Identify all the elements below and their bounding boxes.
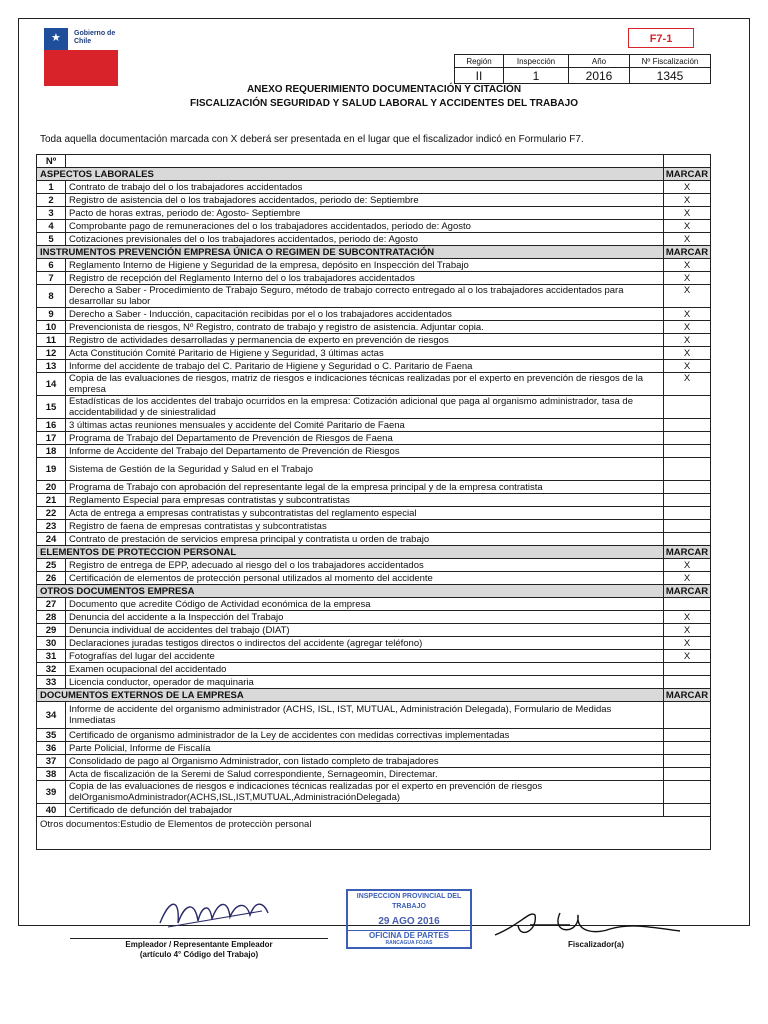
item-text: Denuncia individual de accidentes del trabajo (DIAT) (66, 624, 664, 637)
meta-value-fiscalizacion: 1345 (630, 68, 711, 84)
meta-value-inspeccion: 1 (504, 68, 569, 84)
employer-label (70, 940, 328, 960)
item-text: Registro de asistencia del o los trabajadores accidentados, periodo de: Septiembre (66, 194, 664, 207)
item-number: 1 (37, 181, 66, 194)
stamp-date: 29 AGO 2016 (378, 916, 440, 927)
table-row (37, 272, 711, 285)
item-number: 16 (37, 419, 66, 432)
table-row (37, 742, 711, 755)
item-text: Copia de las evaluaciones de riesgos, matriz de riesgos e indicaciones técnicas realizadas por el experto en prevención de riesgos de la empresa (66, 373, 664, 396)
item-number: 7 (37, 272, 66, 285)
table-row (37, 194, 711, 207)
item-mark (664, 598, 711, 611)
item-text: Acta de entrega a empresas contratistas y subcontratistas del reglamento especial (66, 507, 664, 520)
meta-value-ano: 2016 (569, 68, 630, 84)
item-mark (664, 702, 711, 729)
item-mark: X (664, 624, 711, 637)
item-number: 32 (37, 663, 66, 676)
item-number: 31 (37, 650, 66, 663)
table-row (37, 650, 711, 663)
item-number: 28 (37, 611, 66, 624)
item-mark: X (664, 321, 711, 334)
item-number: 27 (37, 598, 66, 611)
table-row (37, 598, 711, 611)
item-mark (664, 494, 711, 507)
item-number: 20 (37, 481, 66, 494)
table-row (37, 663, 711, 676)
item-text: Informe de Accidente del Trabajo del Departamento de Prevención de Riesgos (66, 445, 664, 458)
item-number: 40 (37, 804, 66, 817)
table-row (37, 458, 711, 481)
item-text: Certificado de defunción del trabajador (66, 804, 664, 817)
item-text: Comprobante pago de remuneraciones del o los trabajadores accidentados, periodo de: Agosto (66, 220, 664, 233)
item-text: Contrato de prestación de servicios empresa principal y contratista u orden de trabajo (66, 533, 664, 546)
section-mark-label: MARCAR (664, 246, 711, 259)
inspection-meta-table (454, 54, 711, 84)
form-code: F7-1 (628, 28, 694, 48)
item-text: Examen ocupacional del accidentado (66, 663, 664, 676)
item-number: 30 (37, 637, 66, 650)
item-text: Programa de Trabajo del Departamento de Prevención de Riesgos de Faena (66, 432, 664, 445)
item-text: Documento que acredite Código de Actividad económica de la empresa (66, 598, 664, 611)
table-row (37, 533, 711, 546)
item-number: 3 (37, 207, 66, 220)
item-number: 13 (37, 360, 66, 373)
item-number: 38 (37, 768, 66, 781)
meta-label-inspeccion: Inspección (504, 55, 569, 68)
table-row (37, 321, 711, 334)
star-icon: ★ (51, 32, 61, 44)
office-stamp (346, 889, 472, 949)
item-text: Copia de las evaluaciones de riesgos e indicaciones técnicas realizadas por el experto en prevención de riesgos delOrganismoAdministrador(ACHS,ISL,IST,MUTUAL,AdministraciónDelegada) (66, 781, 664, 804)
table-row (37, 233, 711, 246)
item-number: 29 (37, 624, 66, 637)
item-number: 6 (37, 259, 66, 272)
table-row (37, 611, 711, 624)
item-number: 2 (37, 194, 66, 207)
item-number: 19 (37, 458, 66, 481)
item-mark (664, 419, 711, 432)
stamp-line2: TRABAJO (392, 903, 426, 910)
item-mark (664, 768, 711, 781)
item-text: Informe del accidente de trabajo del C. Paritario de Higiene y Seguridad o C. Paritario de Faena (66, 360, 664, 373)
item-mark: X (664, 233, 711, 246)
table-row (37, 432, 711, 445)
item-mark (664, 507, 711, 520)
section-header (37, 246, 711, 259)
table-row (37, 373, 711, 396)
item-mark (664, 520, 711, 533)
item-text: Registro de entrega de EPP, adecuado al riesgo del o los trabajadores accidentados (66, 559, 664, 572)
item-number: 5 (37, 233, 66, 246)
item-text: Acta de fiscalización de la Seremi de Salud correspondiente, Sernageomin, Directemar. (66, 768, 664, 781)
item-mark: X (664, 259, 711, 272)
item-mark: X (664, 360, 711, 373)
item-text: Derecho a Saber - Procedimiento de Trabajo Seguro, método de trabajo correcto entregado al o los trabajadores accidentados para desarrollar su labor (66, 285, 664, 308)
section-title: ASPECTOS LABORALES (37, 168, 664, 181)
num-header: Nº (37, 155, 66, 168)
section-header (37, 168, 711, 181)
requirements-table (36, 154, 711, 850)
item-mark: X (664, 207, 711, 220)
item-mark (664, 781, 711, 804)
table-row (37, 285, 711, 308)
table-row (37, 419, 711, 432)
logo-blue-block (44, 28, 68, 50)
item-number: 17 (37, 432, 66, 445)
item-mark (664, 432, 711, 445)
table-row (37, 259, 711, 272)
logo-red-block (44, 50, 118, 86)
table-row (37, 804, 711, 817)
table-row (37, 220, 711, 233)
item-mark (664, 396, 711, 419)
item-mark (664, 804, 711, 817)
section-title: ELEMENTOS DE PROTECCION PERSONAL (37, 546, 664, 559)
item-text: Parte Policial, Informe de Fiscalía (66, 742, 664, 755)
section-header (37, 585, 711, 598)
item-mark (664, 755, 711, 768)
item-mark: X (664, 650, 711, 663)
instruction-text: Toda aquella documentación marcada con X deberá ser presentada en el lugar que el fiscalizador indicó en Formulario F7. (40, 134, 584, 145)
table-row (37, 347, 711, 360)
table-row (37, 507, 711, 520)
item-text: Cotizaciones previsionales del o los trabajadores accidentados, periodo de: Agosto (66, 233, 664, 246)
section-title: DOCUMENTOS EXTERNOS DE LA EMPRESA (37, 689, 664, 702)
stamp-line3: OFICINA DE PARTES (348, 930, 470, 940)
item-text: Registro de actividades desarrolladas y permanencia de experto en prevención de riesgos (66, 334, 664, 347)
stamp-line1: INSPECCION PROVINCIAL DEL (356, 893, 462, 900)
item-text: Licencia conductor, operador de maquinaria (66, 676, 664, 689)
document-subtitle: FISCALIZACIÓN SEGURIDAD Y SALUD LABORAL Y ACCIDENTES DEL TRABAJO (190, 98, 578, 109)
item-number: 24 (37, 533, 66, 546)
item-mark: X (664, 220, 711, 233)
item-number: 22 (37, 507, 66, 520)
header-blank (66, 155, 664, 168)
table-row (37, 396, 711, 419)
item-mark: X (664, 611, 711, 624)
meta-label-ano: Año (569, 55, 630, 68)
item-mark (664, 676, 711, 689)
table-row (37, 676, 711, 689)
item-mark: X (664, 334, 711, 347)
item-number: 21 (37, 494, 66, 507)
item-mark (664, 445, 711, 458)
item-mark (664, 533, 711, 546)
item-mark: X (664, 559, 711, 572)
item-text: Reglamento Especial para empresas contratistas y subcontratistas (66, 494, 664, 507)
item-number: 33 (37, 676, 66, 689)
item-number: 14 (37, 373, 66, 396)
table-row (37, 445, 711, 458)
section-mark-label: MARCAR (664, 168, 711, 181)
item-text: Certificación de elementos de protección personal utilizados al momento del accidente (66, 572, 664, 585)
item-text: Fotografías del lugar del accidente (66, 650, 664, 663)
section-title: OTROS DOCUMENTOS EMPRESA (37, 585, 664, 598)
employer-signature (150, 893, 280, 935)
table-row (37, 572, 711, 585)
item-mark: X (664, 181, 711, 194)
item-text: Prevencionista de riesgos, Nº Registro, contrato de trabajo y registro de asistencia. Adjuntar copia. (66, 321, 664, 334)
table-row (37, 755, 711, 768)
employer-signature-line (70, 938, 328, 939)
item-number: 18 (37, 445, 66, 458)
item-mark (664, 458, 711, 481)
section-title: INSTRUMENTOS PREVENCIÓN EMPRESA ÚNICA O REGIMEN DE SUBCONTRATACIÓN (37, 246, 664, 259)
item-text: Declaraciones juradas testigos directos o indirectos del accidente (agregar teléfono) (66, 637, 664, 650)
item-mark: X (664, 308, 711, 321)
inspector-signature (490, 905, 690, 945)
item-number: 26 (37, 572, 66, 585)
item-mark: X (664, 285, 711, 308)
table-row (37, 637, 711, 650)
section-mark-label: MARCAR (664, 546, 711, 559)
item-number: 9 (37, 308, 66, 321)
table-row (37, 559, 711, 572)
item-text: Sistema de Gestión de la Seguridad y Salud en el Trabajo (66, 458, 664, 481)
item-number: 8 (37, 285, 66, 308)
item-text: Consolidado de pago al Organismo Administrador, con listado completo de trabajadores (66, 755, 664, 768)
item-text: Programa de Trabajo con aprobación del representante legal de la empresa principal y de la empresa contratista (66, 481, 664, 494)
table-row (37, 494, 711, 507)
table-row (37, 781, 711, 804)
item-number: 23 (37, 520, 66, 533)
section-mark-label: MARCAR (664, 689, 711, 702)
item-mark (664, 481, 711, 494)
item-text: Acta Constitución Comité Paritario de Higiene y Seguridad, 3 últimas actas (66, 347, 664, 360)
table-row (37, 481, 711, 494)
item-number: 15 (37, 396, 66, 419)
item-text: Contrato de trabajo del o los trabajadores accidentados (66, 181, 664, 194)
header-blank-mark (664, 155, 711, 168)
item-number: 35 (37, 729, 66, 742)
table-row (37, 768, 711, 781)
item-mark: X (664, 194, 711, 207)
table-row (37, 702, 711, 729)
table-row (37, 729, 711, 742)
item-text: Estadísticas de los accidentes del trabajo ocurridos en la empresa: Cotización adicional que paga al organismo administrador, tasa de accidentabilidad y de siniestralidad (66, 396, 664, 419)
item-mark: X (664, 373, 711, 396)
item-text: Informe de accidente del organismo administrador (ACHS, ISL, IST, MUTUAL, Administración Delegada), Formulario de Medidas Inmediatas (66, 702, 664, 729)
other-documents: Otros documentos:Estudio de Elementos de protecciòn personal (37, 817, 711, 850)
item-number: 36 (37, 742, 66, 755)
table-row (37, 181, 711, 194)
item-number: 11 (37, 334, 66, 347)
item-number: 10 (37, 321, 66, 334)
item-number: 37 (37, 755, 66, 768)
item-mark: X (664, 637, 711, 650)
meta-value-region: II (455, 68, 504, 84)
table-row (37, 520, 711, 533)
gobierno-logo (44, 28, 118, 86)
item-text: Denuncia del accidente a la Inspección del Trabajo (66, 611, 664, 624)
item-mark (664, 663, 711, 676)
item-text: Certificado de organismo administrador de la Ley de accidentes con medidas correctivas implementadas (66, 729, 664, 742)
employer-label-line1: Empleador / Representante Empleador (125, 940, 273, 949)
item-text: Registro de recepción del Reglamento Interno del o los trabajadores accidentados (66, 272, 664, 285)
employer-label-line2: (artículo 4° Código del Trabajo) (139, 950, 259, 959)
section-header (37, 546, 711, 559)
item-number: 4 (37, 220, 66, 233)
item-number: 25 (37, 559, 66, 572)
table-row (37, 334, 711, 347)
table-row (37, 624, 711, 637)
item-text: Registro de faena de empresas contratistas y subcontratistas (66, 520, 664, 533)
item-text: Derecho a Saber - Inducción, capacitación recibidas por el o los trabajadores accidentados (66, 308, 664, 321)
table-row (37, 308, 711, 321)
item-mark: X (664, 272, 711, 285)
stamp-line4: RANCAGUA FOJAS (385, 940, 433, 946)
inspector-label: Fiscalizador(a) (568, 940, 625, 949)
section-mark-label: MARCAR (664, 585, 711, 598)
logo-text: Gobierno de Chile (74, 30, 116, 45)
item-mark: X (664, 572, 711, 585)
section-header (37, 689, 711, 702)
item-mark (664, 729, 711, 742)
item-number: 12 (37, 347, 66, 360)
item-text: Reglamento Interno de Higiene y Seguridad de la empresa, depósito en Inspección del Trabajo (66, 259, 664, 272)
table-row (37, 207, 711, 220)
item-text: 3 últimas actas reuniones mensuales y accidente del Comité Paritario de Faena (66, 419, 664, 432)
document-title: ANEXO REQUERIMIENTO DOCUMENTACIÓN Y CITACIÓN (246, 84, 522, 95)
item-number: 34 (37, 702, 66, 729)
item-number: 39 (37, 781, 66, 804)
item-text: Pacto de horas extras, periodo de: Agosto- Septiembre (66, 207, 664, 220)
item-mark: X (664, 347, 711, 360)
item-mark (664, 742, 711, 755)
meta-label-region: Región (455, 55, 504, 68)
meta-label-fiscalizacion: Nº Fiscalización (630, 55, 711, 68)
table-row (37, 360, 711, 373)
